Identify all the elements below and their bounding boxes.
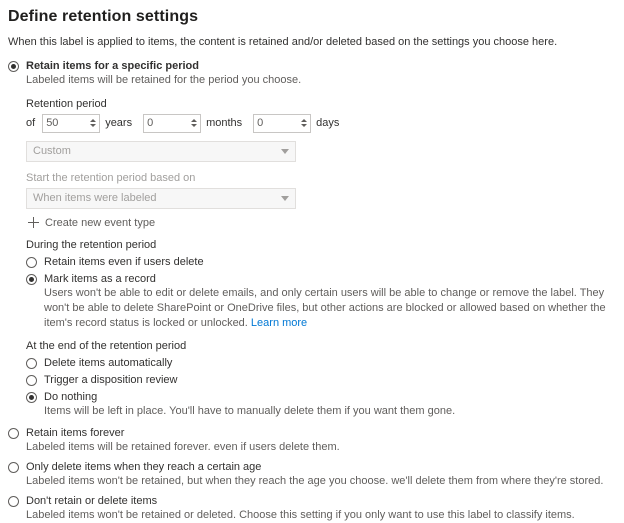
of-label: of [26,117,36,130]
months-unit-label: months [206,117,243,130]
retention-preset-value: Custom [33,145,71,158]
option-desc-retain-forever: Labeled items will be retained forever. even if users delete them. [26,441,340,454]
radio-trigger-disposition-review[interactable] [26,375,37,386]
years-arrows[interactable] [86,115,99,132]
option-label-mark-as-record: Mark items as a record [44,272,156,285]
years-unit-label: years [105,117,133,130]
option-label-dont-retain-or-delete: Don't retain or delete items [26,494,158,507]
end-retention-period-label: At the end of the retention period [26,340,187,353]
years-stepper[interactable] [42,114,100,133]
option-desc-retain-specific-period: Labeled items will be retained for the period you choose. [26,74,302,86]
retention-preset-dropdown[interactable] [26,141,296,162]
chevron-down-icon[interactable] [90,124,96,127]
option-mark-as-record[interactable] [26,273,612,331]
option-label-delete-at-certain-age: Only delete items when they reach a certain age [26,461,262,474]
option-retain-forever[interactable] [8,427,612,455]
retention-start-dropdown[interactable] [26,188,296,209]
months-arrows[interactable] [187,115,200,132]
months-stepper[interactable] [143,114,201,133]
mark-as-record-description: Users won't be able to edit or delete emails, and only certain users will be able to change or remove the label. They won't be able to delete SharePoint or OneDrive files, but other actions are blocked or allowed based on whether the item's record status is locked or unlocked. [44,286,606,329]
days-unit-label: days [316,117,340,130]
radio-mark-as-record[interactable] [26,274,37,285]
option-retain-specific-period[interactable] [8,60,612,88]
option-trigger-disposition-review[interactable] [26,374,612,386]
retention-period-label: Retention period [26,97,107,110]
chevron-down-icon[interactable] [281,149,289,154]
years-input[interactable] [43,115,86,132]
option-label-trigger-disposition-review: Trigger a disposition review [44,374,178,387]
chevron-down-icon[interactable] [281,196,289,201]
option-desc-delete-at-certain-age: Labeled items won't be retained, but when they reach the age you choose. we'll delete them from where they're stored. [26,475,604,488]
page-title: Define retention settings [8,8,199,25]
days-stepper[interactable] [253,114,311,133]
retention-start-label: Start the retention period based on [26,171,196,184]
radio-do-nothing[interactable] [26,392,37,403]
option-desc-dont-retain-or-delete: Labeled items won't be retained or deleted. Choose this setting if you only want to use this label to classify items. [26,508,575,521]
option-desc-mark-as-record [44,286,612,331]
option-retain-even-if-deleted[interactable] [26,256,612,268]
during-retention-period-label: During the retention period [26,238,157,251]
radio-retain-forever[interactable] [8,428,19,439]
radio-delete-at-certain-age[interactable] [8,462,19,473]
retention-start-value: When items were labeled [33,192,157,205]
plus-icon [28,217,39,228]
retention-period-block [26,98,612,419]
days-arrows[interactable] [297,115,310,132]
page-intro: When this label is applied to items, the content is retained and/or deleted based on the settings you choose here. [8,36,558,48]
option-label-retain-specific-period: Retain items for a specific period [26,60,199,72]
option-label-retain-even-if-deleted: Retain items even if users delete [44,255,204,268]
chevron-up-icon[interactable] [191,119,197,122]
radio-dont-retain-or-delete[interactable] [8,496,19,507]
chevron-up-icon[interactable] [301,119,307,122]
chevron-up-icon[interactable] [90,119,96,122]
option-label-do-nothing: Do nothing [44,391,98,404]
option-desc-do-nothing: Items will be left in place. You'll have to manually delete them if you want them gone. [44,405,456,418]
chevron-down-icon[interactable] [191,124,197,127]
radio-retain-even-if-deleted[interactable] [26,257,37,268]
option-label-delete-automatically: Delete items automatically [44,357,173,370]
create-new-event-type-label: Create new event type [45,216,156,229]
radio-delete-automatically[interactable] [26,358,37,369]
learn-more-link[interactable]: Learn more [250,316,308,329]
option-delete-at-certain-age[interactable] [8,461,612,489]
option-dont-retain-or-delete[interactable] [8,495,612,523]
option-delete-automatically[interactable] [26,357,612,369]
radio-retain-specific-period[interactable] [8,61,19,72]
option-do-nothing[interactable] [26,391,612,419]
days-input[interactable] [254,115,297,132]
chevron-down-icon[interactable] [301,124,307,127]
option-label-retain-forever: Retain items forever [26,427,125,440]
months-input[interactable] [144,115,187,132]
retention-duration-row [26,114,612,133]
create-new-event-type-button[interactable] [28,217,612,229]
